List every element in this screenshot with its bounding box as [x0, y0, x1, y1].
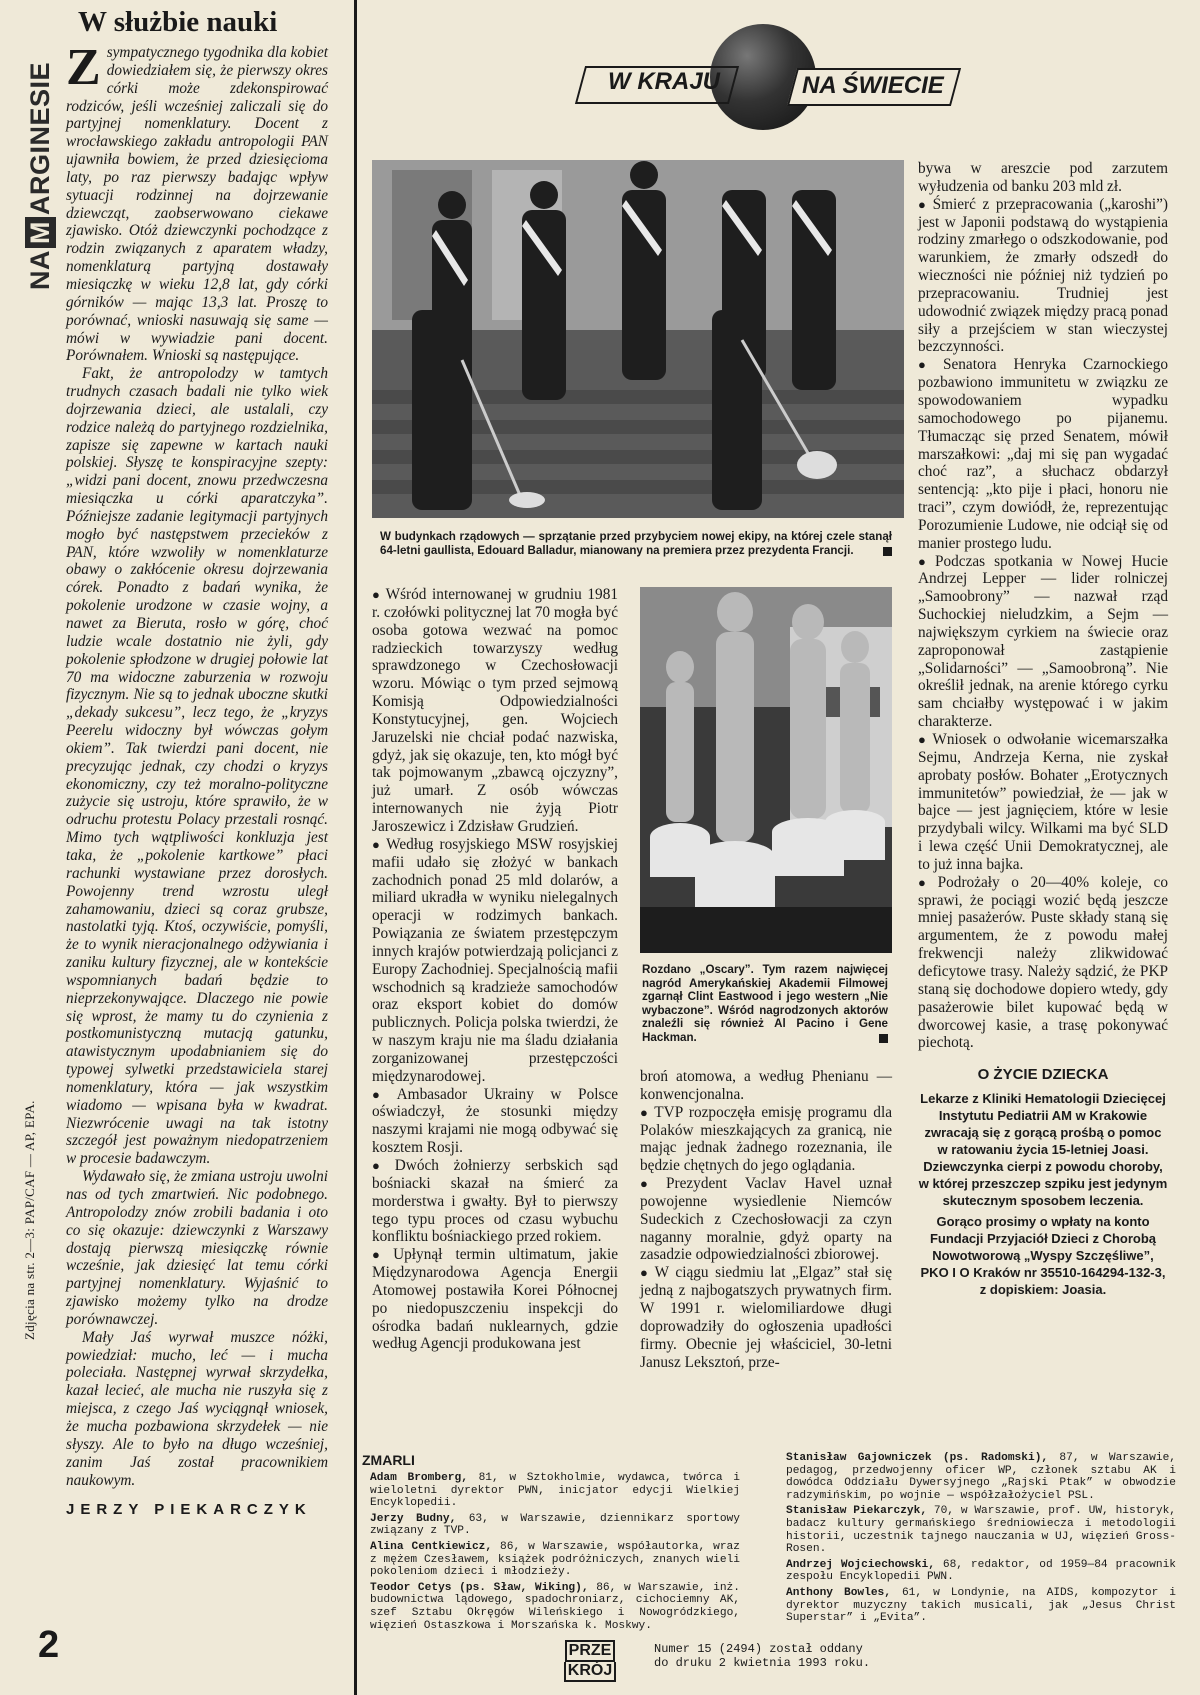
- bullet-icon: ●: [372, 587, 382, 602]
- news-item: ● Wniosek o odwołanie wicemarszałka Sejmu, Andrzeja Kerna, nie zyskał aprobaty posłów. Bohater „Erotycznych immunitetów” powiedział, że — jak w bajce — jest jagnięciem, które w lesie przydybali wilcy. Wilkami ma być SLD i lewa część Unii Demokratycznej, ale to już inna bajka.: [918, 731, 1168, 873]
- bullet-icon: ●: [372, 836, 383, 852]
- news-item: ● Podczas spotkania w Nowej Hucie Andrzej Lepper — lider rolniczej „Samoobrony” — nazwał rząd Suchockiej nieludzkim, a Sejm — największym cyrkiem na świecie oraz zaproponował zastąpienie „Solidarności” — „Samoobroną”. Nie określił jednak, na arenie którego cyrku sam chciałby występować i w jakim charakterze.: [918, 552, 1168, 731]
- appeal-body-2: Gorąco prosimy o wpłaty na konto Fundacji Przyjaciół Dzieci z Chorobą Nowotworową „Wyspy Szczęśliwe”, PKO I O Kraków nr 35510-164294-132-3, z dopiskiem: Joasia.: [920, 1214, 1166, 1298]
- sidebar-label-letter: M: [25, 217, 56, 248]
- appeal-body: Lekarze z Kliniki Hematologii Dziecięcej Instytutu Pediatrii AM w Krakowie zwracają się z gorącą prośbą o pomoc w ratowaniu życia 15-letniej Joasi. Dziewczynka cierpi z powodu choroby, w której przeszczep szpiku jest jedynym skutecznym sposobem leczenia.: [918, 1091, 1168, 1209]
- news-column-b: [640, 1068, 892, 1371]
- logo-right-text: NA ŚWIECIE: [802, 72, 944, 99]
- news-continuation: bywa w areszcie pod zarzutem wyłudzenia od banku 203 mld zł.: [918, 160, 1168, 195]
- obituaries-left: [370, 1472, 740, 1635]
- obituary-entry: Jerzy Budny, 63, w Warszawie, dziennikarz sportowy związany z TVP.: [370, 1512, 740, 1538]
- paragraph: Mały Jaś wyrwał muszce nóżki, powiedział: mucho, leć — i mucha poleciała. Następnej wyrwał skrzydełka, kazał lecieć, ale mucha nie ruszyła się z miejsca, z czego Jaś wyciągnął wniosek, że mucha pozbawiona skrzydełek — nie słyszy. Ale to było na długo wcześniej, zanim Jaś został pracownikiem naukowym.: [66, 1328, 328, 1489]
- margin-column: [66, 4, 328, 1518]
- photo-caption-2: Rozdano „Oscary”. Tym razem najwięcej nagród Amerykańskiej Akademii Filmowej zgarnął Clint Eastwood i jego western „Nie wybaczone”. Wśród nagrodzonych aktorów znaleźli się również Al Pacino i Gene Hackman.: [642, 963, 888, 1044]
- paragraph: Wydawało się, że zmiana ustroju uwolni nas od tych zmartwień. Nic podobnego. Antropolodzy znów zrobili badania i oto co się okazuje: dziewczynki z Warszawy dostają pierwszą miesiączkę równie wcześnie, jak dziesięć lat temu córki partyjnej nomenklatury. Wyjaśnić to zjawisko możemy tylko na drodze porównawczej.: [66, 1168, 328, 1328]
- sidebar-label-prefix: NA: [24, 250, 55, 290]
- obituaries-heading: ZMARLI: [362, 1452, 415, 1468]
- obituaries-right: [786, 1452, 1176, 1628]
- logo-bottom: KRÓJ: [564, 1662, 616, 1682]
- issue-note: Numer 15 (2494) został oddany do druku 2 kwietnia 1993 roku.: [654, 1642, 871, 1670]
- column-title: W służbie nauki: [78, 6, 278, 38]
- news-column-c: [918, 160, 1168, 1298]
- obituary-entry: Alina Centkiewicz, 86, w Warszawie, współautorka, wraz z mężem Czesławem, książek podróżniczych, znanych wieli pokoleniom dzieci i młodzieży.: [370, 1540, 740, 1579]
- news-item: ● Śmierć z przepracowania („karoshi”) jest w Japonii podstawą do wystąpienia rodziny zmarłego o odszkodowanie, pod warunkiem, że zmarły odszedł do wieczności nie później niż tydzień po przepracowaniu. Trudniej jest udowodnić związek między pracą ponad siły a przejściem w stan wieczystej bezczynności.: [918, 195, 1168, 356]
- obituary-entry: Adam Bromberg, 81, w Sztokholmie, wydawca, twórca i wieloletni dyrektor PWN, inicjator edycji Wielkiej Encyklopedii.: [370, 1472, 740, 1510]
- news-item: ● Senatora Henryka Czarnockiego pozbawiono immunitetu w związku ze spowodowaniem wypadku samochodowego po pijanemu. Tłumacząc się przed Senatem, mówił marszałkowi: „daj mi się pan wygadać choć raz”, a słuchacz obdarzył sentencją: „kto pije i płaci, honoru nie traci”, czym dowiódł, że, reprezentując Porozumienie Ludowe, nie odciął się od manier prostego ludu.: [918, 356, 1169, 552]
- photo-credit: Zdjęcia na str. 2—3: PAP/CAF — AP, EPA.: [22, 1100, 37, 1340]
- bullet-icon: ●: [918, 553, 931, 569]
- logo-top: PRZE: [565, 1640, 616, 1662]
- sidebar-label-rest: ARGINESIE: [24, 61, 55, 215]
- bullet-icon: ●: [918, 196, 929, 212]
- news-item: ● Dwóch żołnierzy serbskich sąd bośniacki skazał na śmierć za morderstwa i gwałty. Był to pierwszy tego typu proces od czasu wybuchu konfliktu bośniackiego przed rokiem.: [372, 1157, 618, 1246]
- news-item: ● TVP rozpoczęła emisję programu dla Polaków mieszkających za granicą, nie mając jednak żadnego rozeznania, ile będzie chętnych do jego oglądania.: [640, 1103, 892, 1175]
- obituary-entry: Teodor Cetys (ps. Sław, Wiking), 86, w Warszawie, inż. budownictwa lądowego, spadochroniarz, cichociemny AK, szef Sztabu Okręgów Wileńskiego i Nowogródzkiego, więzień Ostaszkowa i Morszańska k. Moskwy.: [370, 1581, 740, 1632]
- news-item: ● Upłynął termin ultimatum, jakie Międzynarodowa Agencja Energii Atomowej postawiła Korei Północnej po niedopuszczeniu inspekcji do ośrodka badań nuklearnych, gdzie według Agencji produkowana jest: [372, 1246, 618, 1353]
- page-number: 2: [38, 1624, 60, 1666]
- bullet-icon: ●: [918, 732, 929, 747]
- przekroj-logo: [564, 1638, 616, 1684]
- paragraph: Fakt, że antropolodzy w tamtych trudnych czasach badali nie tylko wiek dojrzewania dzieci, ale ustalali, czy rodzice należą do partyjnego rozdzielnika, zapisze się zapewne w kartach nauki polskiej. Słyszę te konspiracyjne szepty: „widzi pani docent, znowu przedwczesna miesiączka u córki aparatczyka”. Późniejsze zadanie legitymacji partyjnych mogło być następstwem przecieków z PAN, które wzwoliły w nomenklaturze obawy o zakłócenie okresu dojrzewania córek. Ponadto z badań wynika, że pokolenie urodzone w czasie wojny, a nawet za Bieruta, rosło w górę, choć ludzie wcale dostatnio nie żyli, gdy pokolenie spłodzone w drugiej połowie lat 70 ma widoczne zaburzenia w rozwoju fizycznym. Nie są to jednak uboczne skutki „dekady sukcesu”, lecz tego, że „kryzys Peerelu widoczny był wówczas gołym okiem”. Tak twierdzi pani docent, nie precyzując jednak, czy chodzi o kryzys ekonomiczny, czy też moralno-polityczne zużycie się ustroju, które sprawiło, że w odruchu protestu Polacy przestali rosnąć. Mimo tych wątpliwości konkluzja jest taka, że „pokolenie kartkowe” płaci rachunki wystawiane przez dorosłych. Powojenny trend wzrostu uległ zahamowaniu, dzieci są coraz grubsze, nastolatki tyją. Ktoś, oczywiście, pomyśli, że to wynik nieracjonalnego odżywiania i zaniku kultury fizycznej, ale w kontekście wspomnianych badań będzie to nieprzekonywające. Dlaczego nie powie się wprost, że mamy tu do czynienia z postkomunistyczną mutacją gatunku, atawistycznym upodabnianiem się do typowej sylwetki przedstawiciela starej nomenklatury, która — jak wszystkim wiadomo — wpisana była w kwadrat. Niezwrócenie uwagi na tak istotny szczegół jest poważnym niedopatrzeniem w procesie badawczym.: [66, 365, 328, 1168]
- bullet-icon: ●: [372, 1158, 391, 1173]
- news-item: ● Wśród internowanej w grudniu 1981 r. czołówki politycznej lat 70 mogła być osoba gotowa wezwać na pomoc radzieckich towarzyszy według sprawdzonego w Czechosłowacji wzoru. Mówiąc o tym przed sejmową Komisją Odpowiedzialności Konstytucyjnej, gen. Wojciech Jaruzelski nie chciał podać nazwiska, gdyż, jak się okazuje, ten, kto mógł być tak pojmowanym „zbawcą ojczyzny”, już umarł. Z osób wówczas internowanych nie żyją Piotr Jaroszewicz i Zdzisław Grudzień.: [372, 586, 618, 835]
- section-logo: [580, 24, 960, 134]
- obituary-entry: Stanisław Gajowniczek (ps. Radomski), 87, w Warszawie, pedagog, przedwojenny oficer WP, członek sztabu AK i dowódca Oddziału Dywersyjnego „Rajski Ptak” w obwodzie radzymińskim, po wojnie — współzałożyciel PSL.: [786, 1452, 1176, 1502]
- photo-government-cleaning: [372, 160, 904, 518]
- news-item: ● Ambasador Ukrainy w Polsce oświadczył, że stosunki między naszymi krajami nie mogą odbywać się kosztem Rosji.: [372, 1085, 618, 1157]
- news-item: ● Prezydent Vaclav Havel uznał powojenne wysiedlenie Niemców Sudeckich z Czechosłowacji za czyn naganny moralnie, gdyż oparty na zasadzie odpowiedzialności zbiorowej.: [640, 1175, 892, 1264]
- news-item: ● Podrożały o 20—40% koleje, co sprawi, że pociągi wozić będą jeszcze mniej pasażerów. Puste składy staną się argumentem, że z powodu małej frekwencji należy zlikwidować deficytowe trasy. Należy sądzić, że PKP staną się dochodowe dopiero wtedy, gdy pasażerowie bilet kupować będą w dworcowej kasie, a trasę pokonywać piechotą.: [918, 873, 1168, 1052]
- news-column-a: [372, 586, 618, 1353]
- column-body: [66, 39, 329, 1489]
- news-item: ● Według rosyjskiego MSW rosyjskiej mafii udało się złożyć w bankach zachodnich ponad 25 mld dolarów, a miliard ukradła w wyniku nielegalnych operacji w rodzimych bankach. Powiązania ze światem przestępczym innych krajów potwierdzają policjanci z Europy Zachodniej. Specjalnością mafii wschodnich są kradzieże samochodów oraz eksport kobiet do domów publicznych. Policja polska twierdzi, że w naszym kraju nie ma śladu działania zorganizowanej przestępczości międzynarodowej.: [372, 835, 618, 1085]
- bullet-icon: ●: [372, 1247, 390, 1263]
- sidebar-label: [20, 30, 60, 290]
- bullet-icon: ●: [640, 1265, 651, 1281]
- obituary-entry: Stanisław Piekarczyk, 70, w Warszawie, prof. UW, historyk, badacz kultury germańskiego średniowiecza i metodologii historii, uczestnik tajnego nauczania w UJ, więzień Gross-Rosen.: [786, 1505, 1176, 1556]
- bullet-icon: ●: [640, 1176, 662, 1192]
- bullet-icon: ●: [372, 1086, 393, 1102]
- paragraph: sympatycznego tygodnika dla kobiet dowiedziałem się, że pierwszy okres córki może zdekonspirować rodziców, jeśli wcześniej zaliczali się do partyjnej nomenklatury. Docent z wrocławskiego zakładu antropologii PAN ujawniła bowiem, że przed dziesięcioma laty, po raz pierwszy badając wpływ sytuacji rodzinnej na dojrzewanie dziewcząt, zaobserwowano ciekawe zjawisko. Otóż dziewczynki pochodzące z rodzin związanych z aparatem władzy, nomenklaturą partyjną dostawały miesiączkę w wieku 12,8 lat, gdy córki górników — mając 13,3 lat. Proszę to porównać, wnioski nasuwają się same — mówi w wywiadzie pani docent. Porównałem. Wnioski są następujące.: [66, 44, 329, 365]
- author-signature: JERZY PIEKARCZYK: [66, 1501, 312, 1519]
- news-item: ● W ciągu siedmiu lat „Elgaz” stał się jedną z najbogatszych prywatnych firm. W 1991 r. wielomiliardowe długi doprowadziły do ogłoszenia upadłości firmy. Obecnie jej właściciel, 30-letni Janusz Leksztoń, prze-: [640, 1264, 892, 1371]
- bullet-icon: ●: [640, 1104, 651, 1120]
- bullet-icon: ●: [918, 874, 934, 890]
- bullet-icon: ●: [918, 357, 939, 373]
- end-square-icon: [879, 1034, 888, 1043]
- drop-cap: Z: [66, 39, 101, 96]
- end-square-icon: [883, 547, 892, 556]
- photo-oscars: [640, 587, 892, 953]
- divider-rule: [354, 0, 357, 1695]
- appeal-heading: O ŻYCIE DZIECKA: [977, 1066, 1109, 1084]
- photo-caption-1: W budynkach rządowych — sprzątanie przed przybyciem nowej ekipy, na której czele stanął 64-letni gaullista, Edouard Balladur, mianowany na premiera przez prezydenta Francji.: [380, 530, 892, 557]
- obituary-entry: Anthony Bowles, 61, w Londynie, na AIDS, kompozytor i dyrektor muzyczny takich musicali, jak „Jesus Christ Superstar” i „Evita”.: [786, 1586, 1176, 1625]
- obituary-entry: Andrzej Wojciechowski, 68, redaktor, od 1959—84 pracownik zespołu Encyklopedii PWN.: [786, 1558, 1176, 1584]
- logo-left-text: W KRAJU: [608, 68, 720, 95]
- news-continuation: broń atomowa, a według Phenianu — konwencjonalna.: [640, 1068, 892, 1103]
